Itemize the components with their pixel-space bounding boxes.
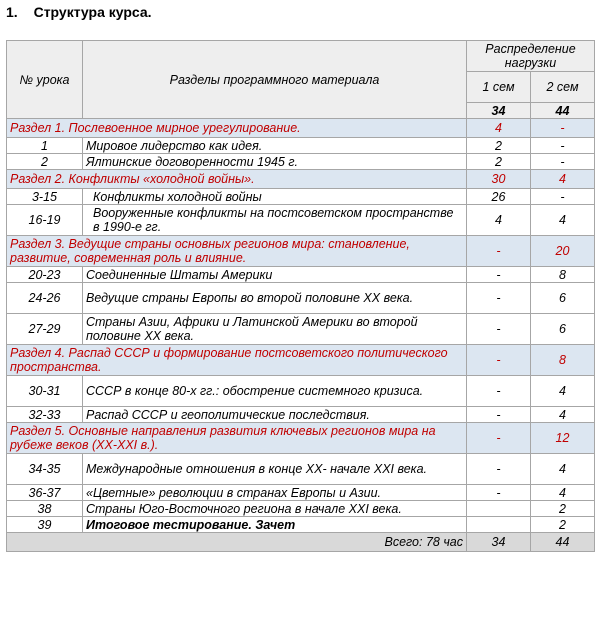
section-sem1: - (467, 345, 531, 376)
lesson-sem1: 2 (467, 154, 531, 170)
total-sem1: 34 (467, 533, 531, 552)
lesson-sem1 (467, 517, 531, 533)
section-sem1: - (467, 236, 531, 267)
table-row (7, 376, 595, 407)
section-title: Раздел 5. Основные направления развития ключевых регионов мира на рубеже веков (XX-XXI в.). (7, 423, 467, 454)
table-row (7, 454, 595, 485)
lesson-sem1: - (467, 267, 531, 283)
lesson-number: 38 (7, 501, 83, 517)
table-row (7, 154, 595, 170)
lesson-sem2: - (531, 154, 595, 170)
section-row (7, 236, 595, 267)
lesson-number: 3-15 (7, 189, 83, 205)
lesson-number: 30-31 (7, 376, 83, 407)
table-row (7, 314, 595, 345)
table-row (7, 283, 595, 314)
lesson-topic: Итоговое тестирование. Зачет (83, 517, 467, 533)
section-row (7, 170, 595, 189)
lesson-topic: Соединенные Штаты Америки (83, 267, 467, 283)
lesson-sem2: 4 (531, 485, 595, 501)
table-row (7, 517, 595, 533)
section-row (7, 423, 595, 454)
section-sem1: 30 (467, 170, 531, 189)
lesson-sem1: - (467, 283, 531, 314)
lesson-number: 32-33 (7, 407, 83, 423)
lesson-number: 36-37 (7, 485, 83, 501)
sem2-total-header: 44 (531, 103, 595, 119)
lesson-topic: Конфликты холодной войны (83, 189, 467, 205)
lesson-sem1: - (467, 314, 531, 345)
lesson-sem2: - (531, 138, 595, 154)
lesson-number: 16-19 (7, 205, 83, 236)
lesson-sem1: 2 (467, 138, 531, 154)
lesson-sem1: - (467, 407, 531, 423)
sem1-total-header: 34 (467, 103, 531, 119)
lesson-number: 24-26 (7, 283, 83, 314)
section-title: Раздел 3. Ведущие страны основных регионов мира: становление, развитие, современная роль и влияние. (7, 236, 467, 267)
table-row (7, 407, 595, 423)
course-structure-table (6, 40, 595, 552)
section-title: Раздел 2. Конфликты «холодной войны». (7, 170, 467, 189)
total-row (7, 533, 595, 552)
lesson-number: 34-35 (7, 454, 83, 485)
lesson-sem1: - (467, 376, 531, 407)
table-row (7, 267, 595, 283)
sem1-header: 1 сем (467, 72, 531, 103)
lesson-number: 39 (7, 517, 83, 533)
section-sem2: 12 (531, 423, 595, 454)
lesson-topic: «Цветные» революции в странах Европы и Азии. (83, 485, 467, 501)
lesson-sem2: 2 (531, 501, 595, 517)
lesson-topic: Мировое лидерство как идея. (83, 138, 467, 154)
section-row (7, 345, 595, 376)
lesson-sem2: 4 (531, 376, 595, 407)
table-row (7, 205, 595, 236)
lesson-sem2: 6 (531, 314, 595, 345)
section-sem1: - (467, 423, 531, 454)
section-title: Раздел 1. Послевоенное мирное урегулирование. (7, 119, 467, 138)
table-row (7, 501, 595, 517)
lesson-topic: Страны Азии, Африки и Латинской Америки во второй половине XX века. (83, 314, 467, 345)
section-sem2: 8 (531, 345, 595, 376)
lesson-number: 1 (7, 138, 83, 154)
lesson-sem1: 4 (467, 205, 531, 236)
lesson-sem2: 4 (531, 454, 595, 485)
lesson-topic: Распад СССР и геополитические последствия. (83, 407, 467, 423)
total-label: Всего: 78 час (7, 533, 467, 552)
lesson-topic: Страны Юго-Восточного региона в начале XXI века. (83, 501, 467, 517)
lesson-sem1: - (467, 485, 531, 501)
lesson-sem2: 4 (531, 205, 595, 236)
section-sem2: 20 (531, 236, 595, 267)
lesson-topic: Международные отношения в конце XX- начале XXI века. (83, 454, 467, 485)
sections-column-header: Разделы программного материала (83, 41, 467, 119)
lesson-sem2: 4 (531, 407, 595, 423)
table-row (7, 485, 595, 501)
table-row (7, 138, 595, 154)
table-row (7, 189, 595, 205)
sem2-header: 2 сем (531, 72, 595, 103)
lesson-sem1 (467, 501, 531, 517)
lesson-column-header: № урока (7, 41, 83, 119)
lesson-number: 27-29 (7, 314, 83, 345)
lesson-topic: Ялтинские договоренности 1945 г. (83, 154, 467, 170)
lesson-topic: Ведущие страны Европы во второй половине XX века. (83, 283, 467, 314)
lesson-sem2: 8 (531, 267, 595, 283)
lesson-sem2: 6 (531, 283, 595, 314)
total-sem2: 44 (531, 533, 595, 552)
section-sem2: 4 (531, 170, 595, 189)
lesson-sem1: 26 (467, 189, 531, 205)
lesson-number: 2 (7, 154, 83, 170)
section-sem1: 4 (467, 119, 531, 138)
section-sem2: - (531, 119, 595, 138)
heading-title: Структура курса. (33, 4, 152, 20)
section-row (7, 119, 595, 138)
lesson-topic: Вооруженные конфликты на постсоветском пространстве в 1990-е гг. (83, 205, 467, 236)
lesson-number: 20-23 (7, 267, 83, 283)
heading-number: 1. (6, 4, 18, 20)
lesson-sem2: 2 (531, 517, 595, 533)
table-body (7, 119, 595, 533)
section-title: Раздел 4. Распад СССР и формирование постсоветского политического пространства. (7, 345, 467, 376)
page-heading (6, 4, 152, 20)
lesson-sem2: - (531, 189, 595, 205)
lesson-topic: СССР в конце 80-х гг.: обострение системного кризиса. (83, 376, 467, 407)
load-column-header: Распределение нагрузки (467, 41, 595, 72)
lesson-sem1: - (467, 454, 531, 485)
